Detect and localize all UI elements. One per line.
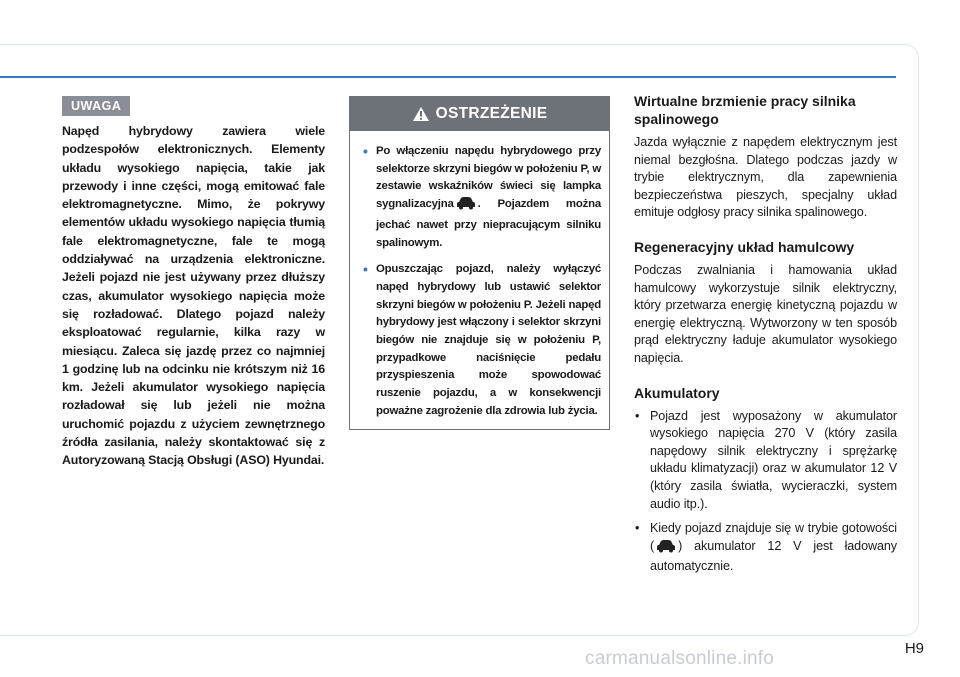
notice-text: Napęd hybrydowy zawiera wiele podzespołów elektronicznych. Elementy układu wysokiego napięcia, takie jak przewody i inne części, mogą emitować fale elektromagnetyczne. Mimo, że pokrywy elementów układu wysokiego napięcia tłumią fale elektromagnetyczne, fale te mogą oddziaływać na urządzenia elektroniczne. Jeżeli pojazd nie jest używany przez dłuższy czas, akumulator wysokiego napięcia może się rozładować. Dlatego pojazd należy eksploatować regularnie, kilka razy w miesiącu. Zaleca się jazdę przez co najmniej 1 godzinę lub na odcinku nie krótszym niż 16 km. Jeżeli akumulator wysokiego napięcia rozładował się lub jeżeli nie można uruchomić pojazdu z użyciem zewnętrznego źródła zasilania, należy skontaktować się z Autoryzowaną Stacją Obsługi (ASO) Hyundai. <box>62 124 325 468</box>
watermark: carmanualsonline.info <box>585 648 775 669</box>
info-sections <box>634 92 897 583</box>
batteries-list <box>634 408 897 576</box>
warning-box <box>349 96 610 430</box>
warning-section <box>349 96 610 430</box>
warning-item-text: . Pojazdem można jechać nawet przy niepracującym silniku spalinowym. <box>376 198 601 249</box>
warning-title: OSTRZEŻENIE <box>435 105 548 122</box>
notice-badge: UWAGA <box>62 96 130 116</box>
list-item-text: Kiedy pojazd znajduje się w trybie gotowości ( <box>650 521 897 553</box>
list-item <box>634 520 897 576</box>
section-title-regen: Regeneracyjny układ hamulcowy <box>634 238 855 255</box>
section-text-regen: Podczas zwalniania i hamowania układ hamulcowy wykorzystuje silnik elektryczny, który przetwarza energię kinetyczną pojazdu w energię elektryczną. Wytworzony w ten sposób prąd elektryczny ładuje akumulator wysokiego napięcia. <box>634 262 897 365</box>
notice-section <box>62 96 325 470</box>
section-title-virtual-sound: Wirtualne brzmienie pracy silnika spalinowego <box>634 93 856 127</box>
warning-triangle-icon <box>412 106 430 122</box>
warning-item <box>364 143 601 252</box>
list-item-text: ) akumulator 12 V jest ładowany automatycznie. <box>650 538 897 574</box>
warning-item: • Opuszczając pojazd, należy wyłączyć napęd hybrydowy lub ustawić selektor skrzyni biegów w położeniu P. Jeżeli napęd hybrydowy jest włączony i selektor skrzyni biegów nie znajduje się w położeniu P, przypadkowe naciśnięcie pedału przyspieszenia może spowodować ruszenie pojazdu, a w konsekwencji poważne zagrożenie dla zdrowia lub życia. <box>364 261 601 420</box>
warning-item-text: Po włączeniu napędu hybrydowego przy selektorze skrzyni biegów w położeniu P, w zestawie wskaźników świeci się lampka sygnalizacyjna <box>376 145 601 211</box>
top-rule <box>0 76 896 78</box>
section-title-batteries: Akumulatory <box>634 384 720 401</box>
warning-header <box>350 97 609 131</box>
list-item: • Pojazd jest wyposażony w akumulator wysokiego napięcia 270 V (który zasila napędowy silnik elektryczny i sprężarkę układu klimatyzacji) oraz w akumulator 12 V (który zasila światła, wycieraczki, system audio itp.). <box>634 408 897 514</box>
ready-car-icon <box>656 539 676 559</box>
page-number: H9 <box>904 640 924 657</box>
ready-car-icon <box>456 196 476 217</box>
section-text-virtual-sound: Jazda wyłącznie z napędem elektrycznym jest niemal bezgłośna. Dlatego podczas jazdy w trybie elektrycznym, dla zapewnienia bezpieczeństwa pieszych, specjalny układ emituje odgłosy pracy silnika spalinowego. <box>634 135 897 220</box>
warning-list <box>350 131 609 421</box>
